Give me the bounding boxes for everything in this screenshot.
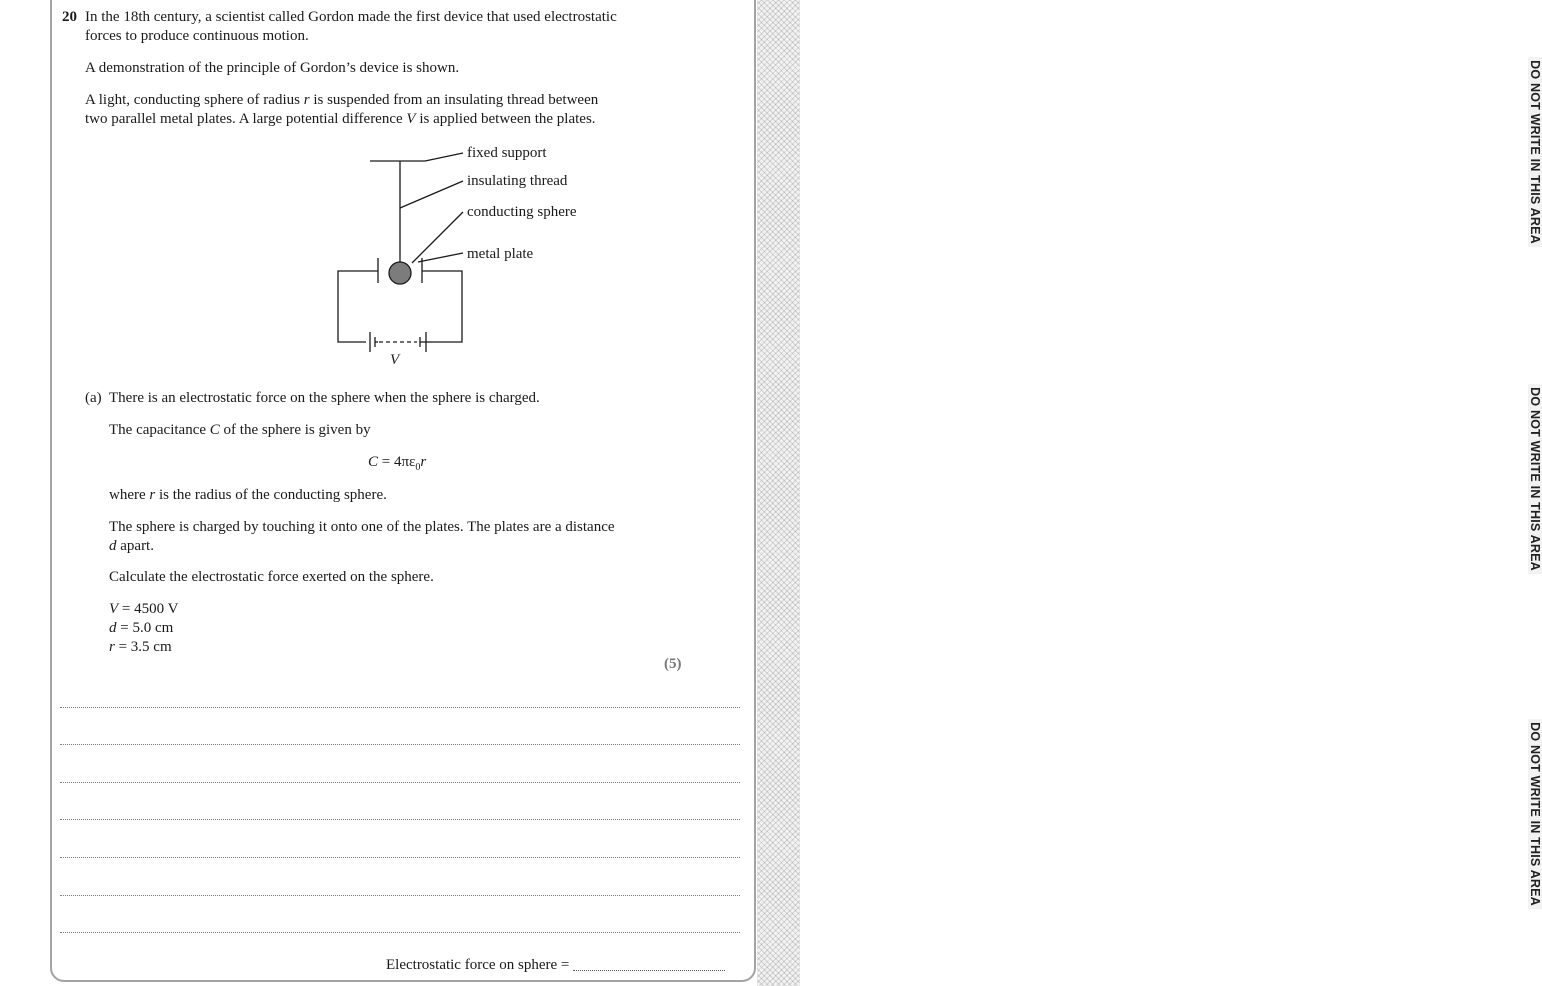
where-text: where r is the radius of the conducting sphere. bbox=[109, 487, 387, 503]
charge-line-2: d apart. bbox=[109, 538, 154, 554]
description-line-1: A light, conducting sphere of radius r is suspended from an insulating thread between bbox=[85, 92, 599, 108]
label-voltage: V bbox=[390, 352, 400, 368]
right-wire bbox=[422, 271, 462, 342]
label-fixed-support: fixed support bbox=[467, 145, 547, 161]
sphere-leader bbox=[412, 212, 463, 263]
given-distance: d = 5.0 cm bbox=[109, 620, 174, 636]
part-a-label: (a) bbox=[85, 390, 102, 406]
intro-line-1: In the 18th century, a scientist called Gordon made the first device that used electrostatic bbox=[85, 9, 617, 25]
answer-line-5[interactable] bbox=[60, 857, 740, 858]
margin-warning-middle: DO NOT WRITE IN THIS AREA bbox=[1528, 384, 1542, 574]
final-answer-field[interactable] bbox=[573, 970, 725, 971]
label-insulating-thread: insulating thread bbox=[467, 173, 568, 189]
answer-line-6[interactable] bbox=[60, 895, 740, 896]
description-line-2: two parallel metal plates. A large potential difference V is applied between the plates. bbox=[85, 111, 596, 127]
answer-line-4[interactable] bbox=[60, 819, 740, 820]
thread-leader bbox=[400, 181, 463, 208]
plate-leader bbox=[418, 253, 463, 262]
capacitance-equation: $C = 4\pi\varepsilon_0r$ bbox=[368, 454, 427, 473]
intro-line-2: forces to produce continuous motion. bbox=[85, 28, 309, 44]
conducting-sphere bbox=[389, 262, 411, 284]
label-conducting-sphere: conducting sphere bbox=[467, 204, 577, 220]
margin-warning-top: DO NOT WRITE IN THIS AREA bbox=[1528, 57, 1542, 247]
left-wire bbox=[338, 271, 378, 342]
capacitance-text: The capacitance C of the sphere is given by bbox=[109, 422, 371, 438]
given-radius: r = 3.5 cm bbox=[109, 639, 172, 655]
label-metal-plate: metal plate bbox=[467, 246, 534, 262]
answer-line-7[interactable] bbox=[60, 932, 740, 933]
charge-line-1: The sphere is charged by touching it onto one of the plates. The plates are a distance bbox=[109, 519, 615, 535]
marks-indicator: (5) bbox=[664, 656, 682, 672]
fixed-support-leader bbox=[425, 153, 463, 161]
final-answer-row bbox=[386, 957, 725, 974]
answer-line-3[interactable] bbox=[60, 782, 740, 783]
margin-warning-bottom: DO NOT WRITE IN THIS AREA bbox=[1528, 719, 1542, 909]
answer-line-2[interactable] bbox=[60, 744, 740, 745]
demo-text: A demonstration of the principle of Gordon’s device is shown. bbox=[85, 60, 460, 76]
final-answer-label: Electrostatic force on sphere = bbox=[386, 957, 570, 973]
gordon-device-diagram bbox=[330, 140, 610, 370]
part-a-line-1: There is an electrostatic force on the sphere when the sphere is charged. bbox=[109, 390, 540, 406]
given-voltage: V = 4500 V bbox=[109, 601, 179, 617]
answer-line-1[interactable] bbox=[60, 707, 740, 708]
calculate-instruction: Calculate the electrostatic force exerted on the sphere. bbox=[109, 569, 434, 585]
question-number: 20 bbox=[62, 9, 77, 25]
margin-strip bbox=[757, 0, 1542, 986]
